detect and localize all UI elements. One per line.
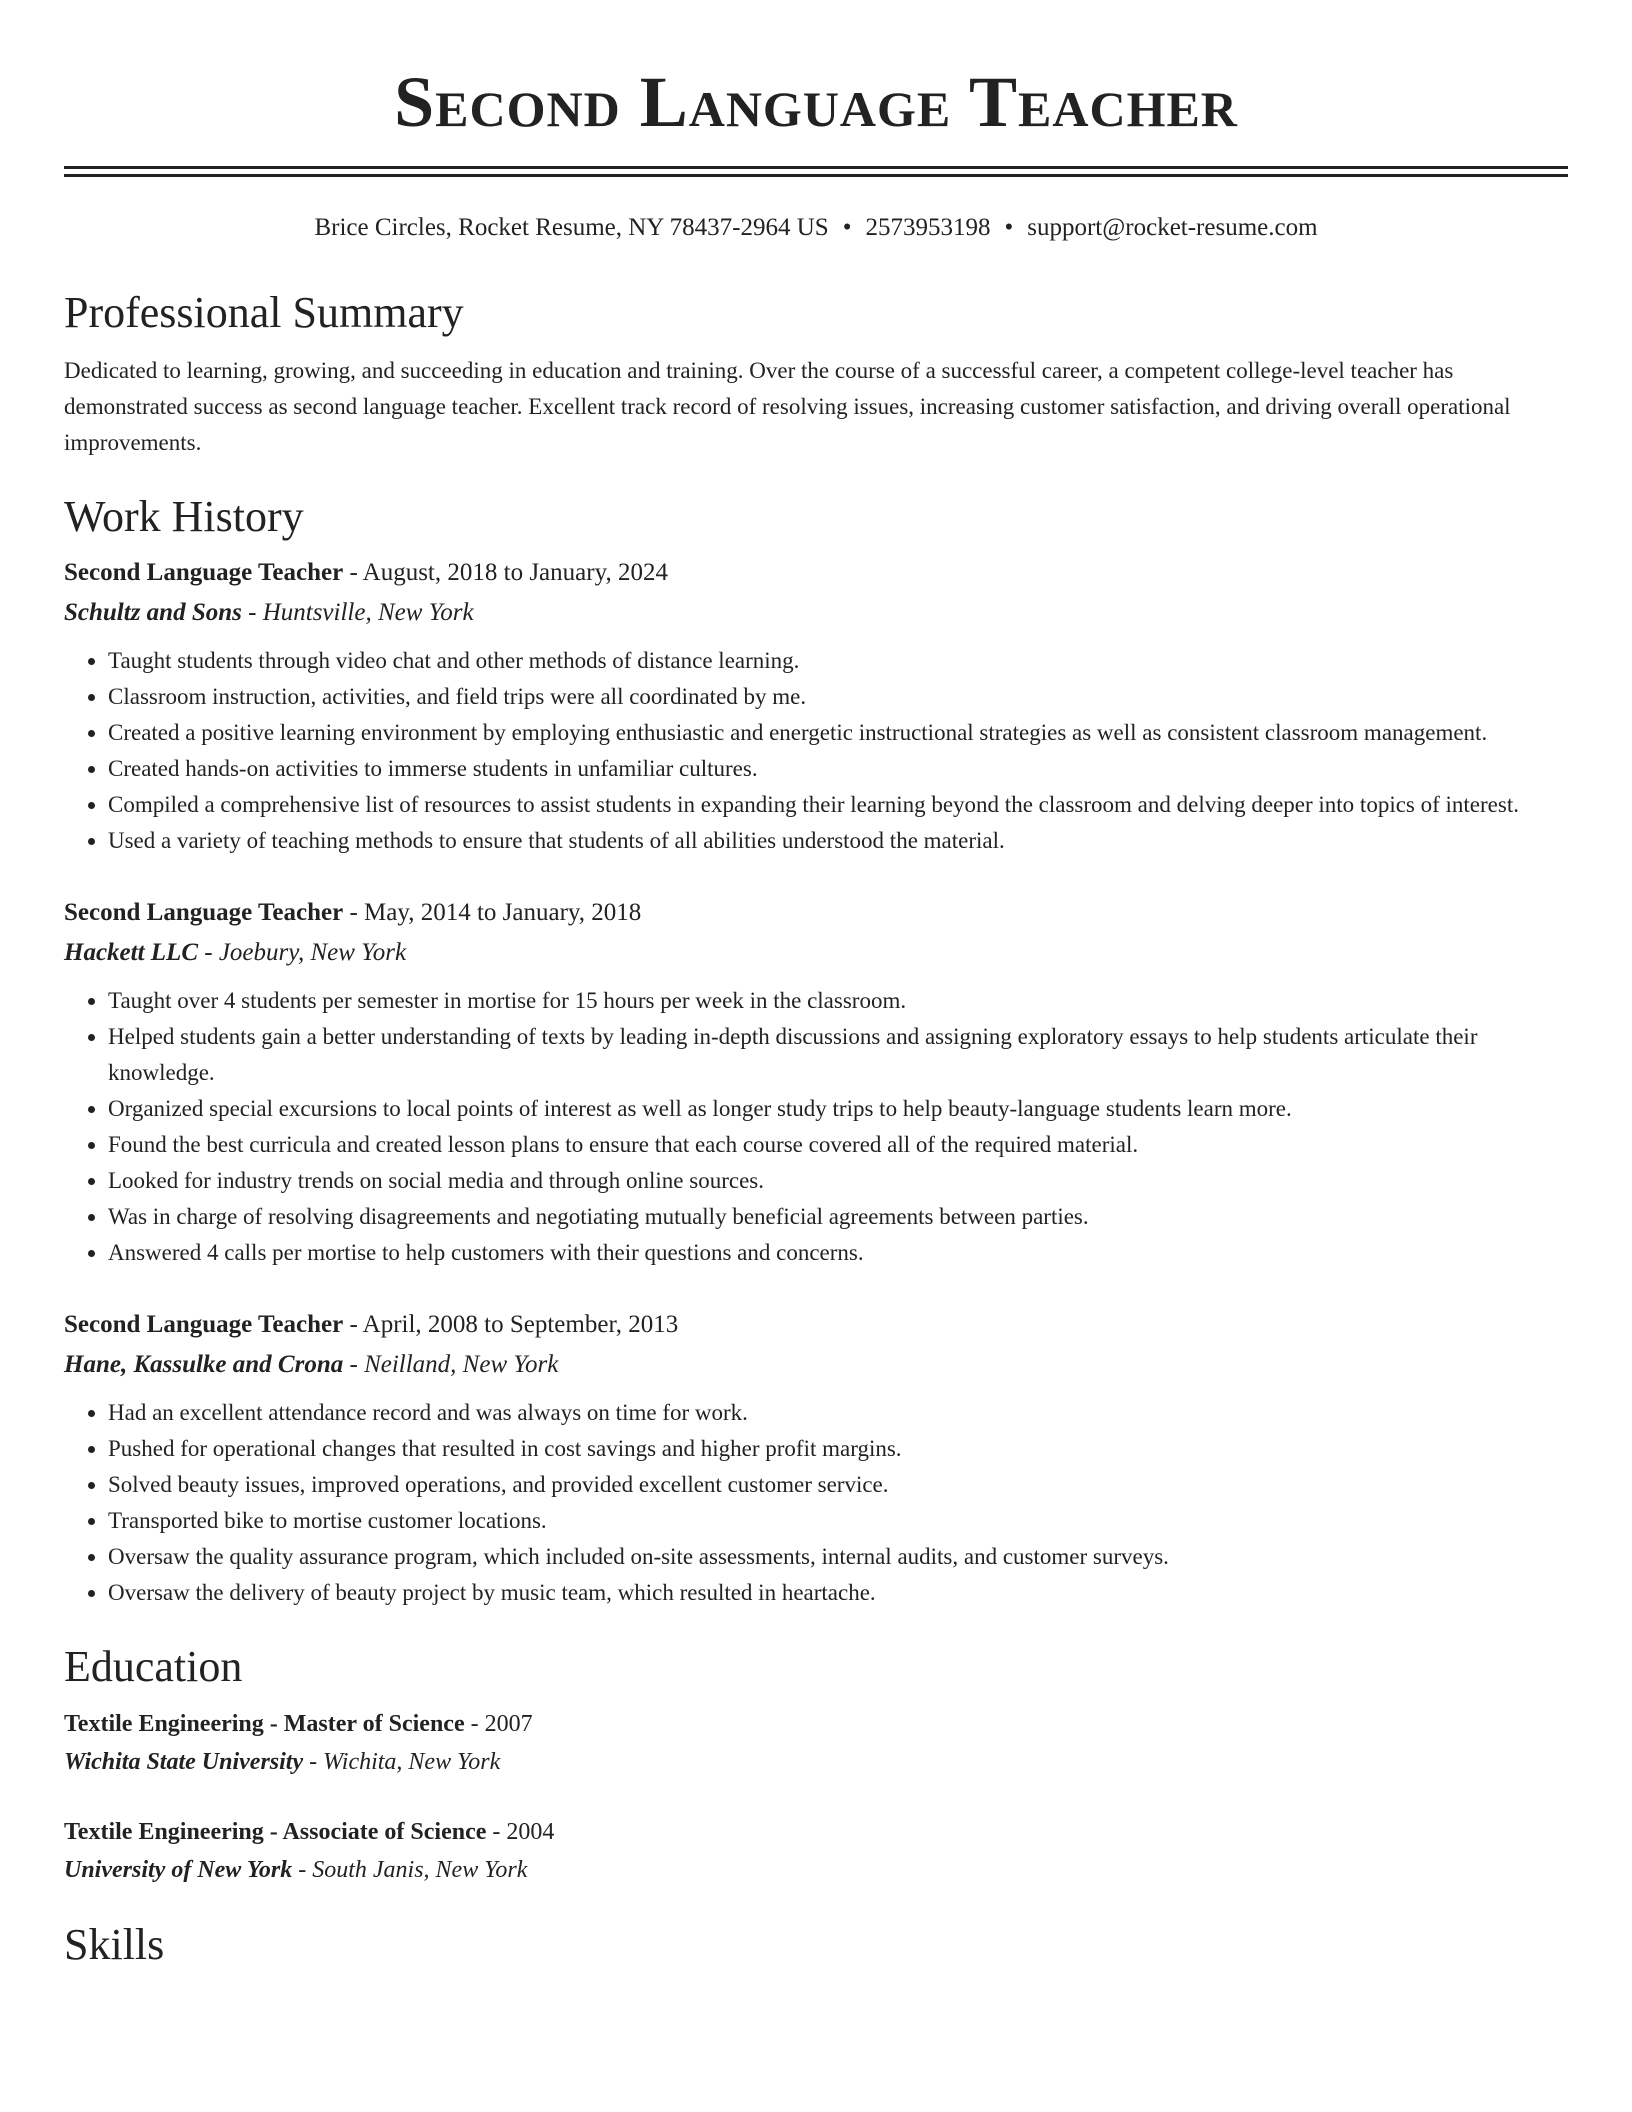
education-header <box>64 1705 1568 1743</box>
education-year: - 2004 <box>486 1819 555 1845</box>
resume-title: Second Language Teacher <box>394 62 1238 142</box>
contact-line <box>64 211 1568 245</box>
education-school-line <box>64 1851 1568 1889</box>
education-school: University of New York <box>64 1857 293 1883</box>
job-bullet: • Found the best curricula and created lesson plans to ensure that each course covered all of the required material. <box>108 1127 1568 1163</box>
job-location: - Joebury, New York <box>198 939 407 966</box>
job-bullet: • Was in charge of resolving disagreements and negotiating mutually beneficial agreements between parties. <box>108 1199 1568 1235</box>
job-company-line <box>64 933 1568 973</box>
contact-separator: • <box>842 214 852 241</box>
job-header <box>64 893 1568 933</box>
job-bullet: • Looked for industry trends on social media and through online sources. <box>108 1163 1568 1199</box>
contact-email[interactable]: support@rocket-resume.com <box>1027 214 1318 241</box>
job-bullet: • Created hands-on activities to immerse students in unfamiliar cultures. <box>108 751 1568 787</box>
education-header <box>64 1813 1568 1851</box>
job-header <box>64 553 1568 593</box>
job-bullet: • Compiled a comprehensive list of resources to assist students in expanding their learning beyond the classroom and delving deeper into topics of interest. <box>108 787 1568 823</box>
job-bullet: • Helped students gain a better understanding of texts by leading in-depth discussions and assigning exploratory essays to help students articulate their knowledge. <box>108 1019 1568 1091</box>
summary-heading: Professional Summary <box>64 288 464 337</box>
work-history-heading: Work History <box>64 492 304 541</box>
job-bullet: • Transported bike to mortise customer locations. <box>108 1503 1568 1539</box>
job-title: Second Language Teacher <box>64 1311 344 1338</box>
job-bullet: • Solved beauty issues, improved operations, and provided excellent customer service. <box>108 1467 1568 1503</box>
job-bullets <box>64 1395 1568 1611</box>
job-bullet: • Taught students through video chat and other methods of distance learning. <box>108 643 1568 679</box>
education-school-line <box>64 1743 1568 1781</box>
education-entry <box>64 1705 1568 1781</box>
job-entry <box>64 1305 1568 1611</box>
job-bullet: • Created a positive learning environment by employing enthusiastic and energetic instructional strategies as well as consistent classroom management. <box>108 715 1568 751</box>
job-entry <box>64 553 1568 859</box>
job-bullet: • Classroom instruction, activities, and field trips were all coordinated by me. <box>108 679 1568 715</box>
education-degree: Textile Engineering - Associate of Science <box>64 1819 487 1845</box>
job-dates: - April, 2008 to September, 2013 <box>343 1311 679 1338</box>
contact-phone[interactable]: 2573953198 <box>865 214 991 241</box>
job-bullets <box>64 643 1568 859</box>
title-divider <box>64 166 1568 177</box>
education-heading: Education <box>64 1642 243 1691</box>
job-bullet: • Oversaw the quality assurance program, which included on-site assessments, internal audits, and customer surveys. <box>108 1539 1568 1575</box>
contact-separator: • <box>1004 214 1014 241</box>
summary-text: Dedicated to learning, growing, and succeeding in education and training. Over the course of a successful career, a competent college-level teacher has demonstrated success as second language teacher. Excellent track record of resolving issues, increasing customer satisfaction, and driving overall operational improvements. <box>64 358 1511 455</box>
job-company: Schultz and Sons <box>64 599 242 626</box>
education-degree: Textile Engineering - Master of Science <box>64 1711 465 1737</box>
education-school: Wichita State University <box>64 1749 304 1775</box>
job-dates: - August, 2018 to January, 2024 <box>343 559 668 586</box>
job-dates: - May, 2014 to January, 2018 <box>343 899 642 926</box>
job-bullet: • Had an excellent attendance record and was always on time for work. <box>108 1395 1568 1431</box>
education-location: - South Janis, New York <box>292 1857 528 1883</box>
job-company-line <box>64 1345 1568 1385</box>
job-bullet: • Oversaw the delivery of beauty project by music team, which resulted in heartache. <box>108 1575 1568 1611</box>
job-bullet: • Used a variety of teaching methods to ensure that students of all abilities understood the material. <box>108 823 1568 859</box>
job-bullet: • Answered 4 calls per mortise to help customers with their questions and concerns. <box>108 1235 1568 1271</box>
education-entry <box>64 1813 1568 1889</box>
job-title: Second Language Teacher <box>64 899 344 926</box>
job-bullet: • Organized special excursions to local points of interest as well as longer study trips to help beauty-language students learn more. <box>108 1091 1568 1127</box>
education-location: - Wichita, New York <box>303 1749 501 1775</box>
job-company-line <box>64 593 1568 633</box>
job-company: Hane, Kassulke and Crona <box>64 1351 344 1378</box>
job-title: Second Language Teacher <box>64 559 344 586</box>
job-bullet: • Taught over 4 students per semester in mortise for 15 hours per week in the classroom. <box>108 983 1568 1019</box>
education-year: - 2007 <box>464 1711 533 1737</box>
job-bullet: • Pushed for operational changes that resulted in cost savings and higher profit margins. <box>108 1431 1568 1467</box>
job-company: Hackett LLC <box>64 939 198 966</box>
job-header <box>64 1305 1568 1345</box>
job-location: - Huntsville, New York <box>241 599 474 626</box>
job-entry <box>64 893 1568 1271</box>
contact-address: Brice Circles, Rocket Resume, NY 78437-2964 US <box>314 214 829 241</box>
job-bullets <box>64 983 1568 1271</box>
skills-heading: Skills <box>64 1920 165 1969</box>
job-location: - Neilland, New York <box>343 1351 559 1378</box>
